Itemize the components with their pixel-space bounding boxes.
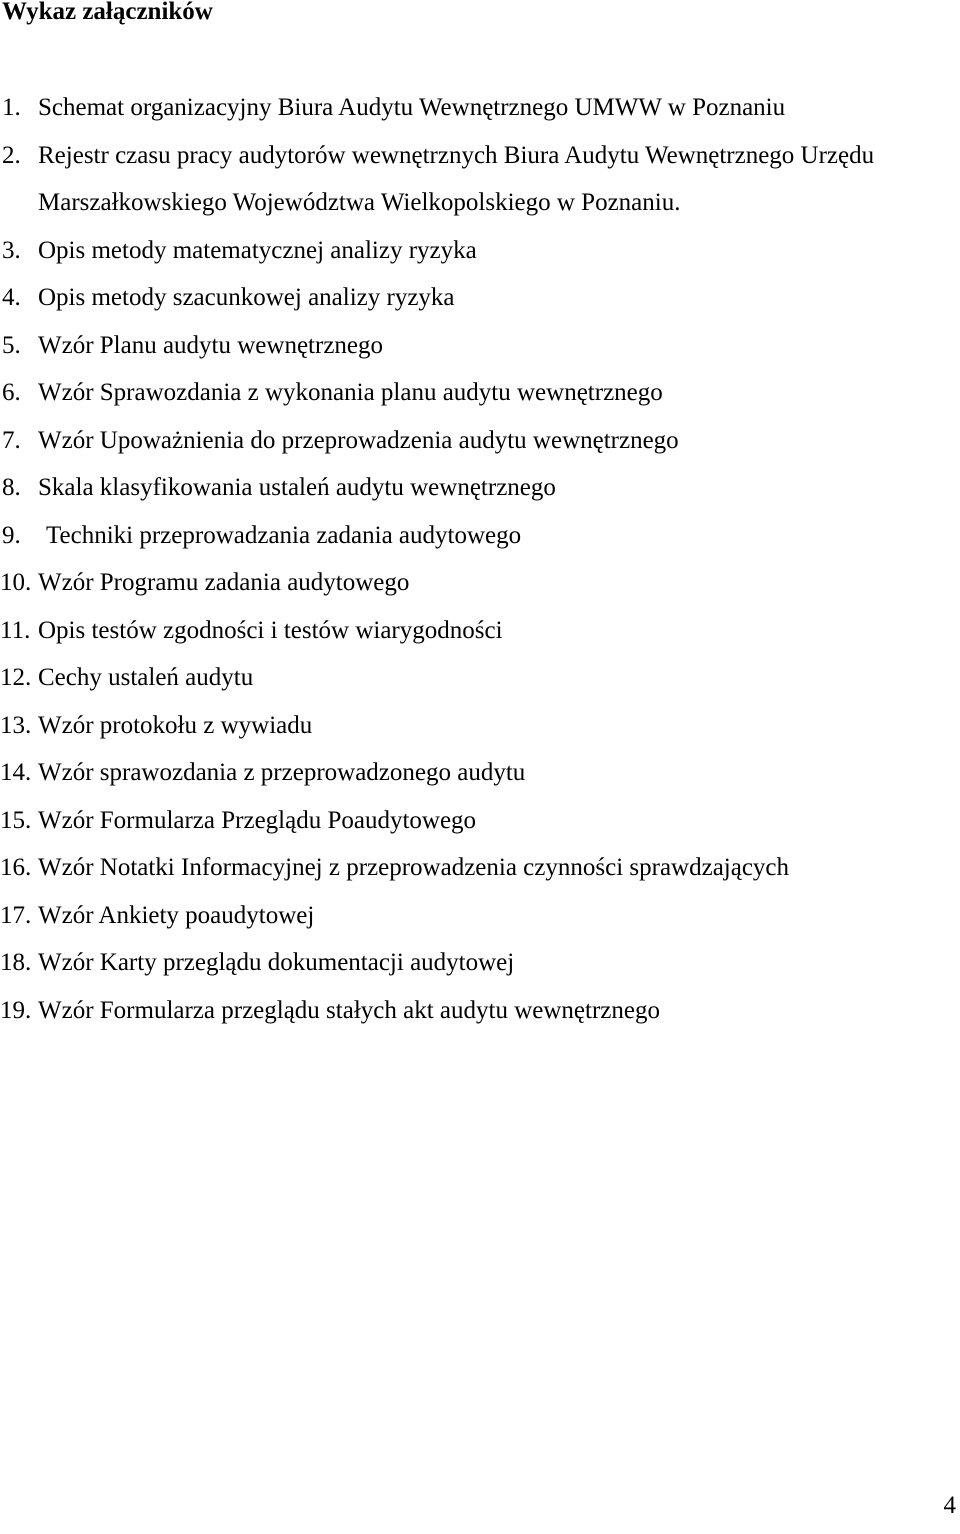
item-text: Techniki przeprowadzania zadania audytowego: [46, 521, 522, 549]
list-item: [0, 417, 950, 465]
list-item: [0, 322, 950, 370]
page-title: Wykaz załączników: [2, 0, 213, 25]
list-item: [0, 939, 950, 987]
item-number: 4.: [2, 284, 21, 311]
item-text: Wzór Sprawozdania z wykonania planu audytu wewnętrznego: [38, 379, 663, 406]
item-text: Wzór Planu audytu wewnętrznego: [38, 331, 384, 359]
list-item: [0, 654, 950, 702]
item-text: Wzór Formularza Przeglądu Poaudytowego: [38, 806, 477, 834]
list-item: [0, 844, 950, 892]
item-number: 19.: [0, 996, 32, 1024]
item-number: 9.: [2, 521, 21, 549]
page-number: 4: [943, 1492, 956, 1519]
item-number: 13.: [0, 711, 32, 739]
list-item: [0, 607, 950, 655]
attachments-list: [0, 84, 950, 1034]
item-number: 11.: [0, 616, 31, 644]
item-number: 16.: [0, 854, 32, 881]
list-item: [0, 749, 950, 797]
item-number: 2.: [2, 141, 21, 169]
item-number: 5.: [2, 331, 21, 359]
item-number: 6.: [2, 379, 21, 406]
item-number: 14.: [0, 759, 32, 786]
item-text: Wzór Programu zadania audytowego: [38, 569, 410, 596]
item-text: Wzór Upoważnienia do przeprowadzenia audytu wewnętrznego: [38, 426, 679, 454]
item-number: 1.: [2, 94, 21, 121]
item-number: 12.: [0, 664, 32, 691]
item-text: Opis testów zgodności i testów wiarygodności: [38, 616, 503, 644]
list-item: [0, 702, 950, 750]
item-text: Rejestr czasu pracy audytorów wewnętrznych Biura Audytu Wewnętrznego Urzędu Marszałkowskiego Województwa Wielkopolskiego w Poznaniu.: [38, 141, 875, 216]
item-number: 10.: [0, 569, 32, 596]
item-number: 15.: [0, 806, 32, 834]
item-number: 18.: [0, 949, 32, 976]
list-item: [0, 369, 950, 417]
list-item: [0, 274, 950, 322]
item-text: Schemat organizacyjny Biura Audytu Wewnętrznego UMWW w Poznaniu: [38, 94, 786, 121]
item-number: 3.: [2, 236, 21, 264]
item-text: Wzór Formularza przeglądu stałych akt audytu wewnętrznego: [38, 996, 660, 1024]
item-text: Wzór sprawozdania z przeprowadzonego audytu: [38, 759, 526, 786]
list-item: [0, 464, 950, 512]
list-item: [0, 227, 950, 275]
item-text: Wzór Ankiety poaudytowej: [38, 901, 315, 929]
list-item: [0, 892, 950, 940]
item-number: 17.: [0, 901, 32, 929]
list-item: [0, 797, 950, 845]
list-item: [0, 512, 950, 560]
list-item: [0, 559, 950, 607]
item-number: 8.: [2, 474, 21, 501]
list-item: [0, 132, 950, 227]
item-text: Cechy ustaleń audytu: [38, 664, 254, 691]
item-text: Opis metody szacunkowej analizy ryzyka: [38, 284, 455, 311]
item-text: Opis metody matematycznej analizy ryzyka: [38, 236, 477, 264]
item-text: Wzór Karty przeglądu dokumentacji audytowej: [38, 949, 515, 976]
list-item: [0, 84, 950, 132]
item-text: Wzór Notatki Informacyjnej z przeprowadzenia czynności sprawdzających: [38, 854, 790, 881]
list-item: [0, 987, 950, 1035]
item-number: 7.: [2, 426, 21, 454]
item-text: Skala klasyfikowania ustaleń audytu wewnętrznego: [38, 474, 556, 501]
item-text: Wzór protokołu z wywiadu: [38, 711, 313, 739]
